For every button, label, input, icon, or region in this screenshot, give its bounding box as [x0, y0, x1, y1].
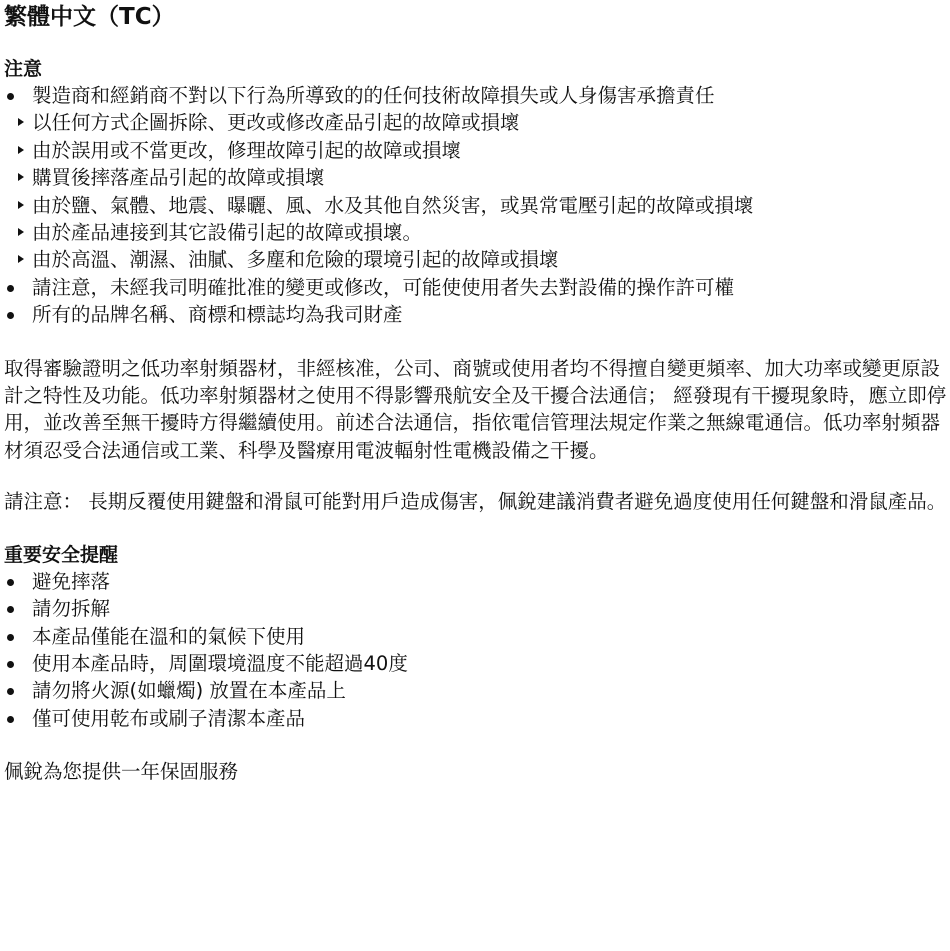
notice-subitem: 由於誤用或不當更改，修理故障引起的故障或損壞 — [4, 137, 950, 164]
notice-item: 所有的品牌名稱、商標和標誌均為我司財產 — [4, 301, 950, 328]
safety-item: 請勿拆解 — [4, 595, 950, 622]
notice-subitem: 由於鹽、氣體、地震、曝曬、風、水及其他自然災害，或異常電壓引起的故障或損壞 — [4, 192, 950, 219]
safety-item: 本產品僅能在溫和的氣候下使用 — [4, 623, 950, 650]
notice-subitem: 以任何方式企圖拆除、更改或修改產品引起的故障或損壞 — [4, 109, 950, 136]
notice-item: 請注意，未經我司明確批准的變更或修改，可能使使用者失去對設備的操作許可權 — [4, 274, 950, 301]
safety-heading: 重要安全提醒 — [4, 543, 119, 566]
notice-subitem: 購買後摔落產品引起的故障或損壞 — [4, 164, 950, 191]
safety-item: 避免摔落 — [4, 568, 950, 595]
notice-subitem: 由於產品連接到其它設備引起的故障或損壞。 — [4, 219, 950, 246]
notice-item: 製造商和經銷商不對以下行為所導致的的任何技術故障損失或人身傷害承擔責任 — [4, 82, 950, 109]
safety-item: 請勿將火源(如蠟燭) 放置在本產品上 — [4, 677, 950, 704]
usage-warning-paragraph: 請注意： 長期反覆使用鍵盤和滑鼠可能對用戶造成傷害，佩銳建議消費者避免過度使用任何鍵盤和滑鼠產品。 — [4, 490, 947, 514]
document-title: 繁體中文（TC） — [4, 4, 175, 30]
notice-list — [4, 82, 950, 329]
notice-subitem: 由於高溫、潮濕、油膩、多塵和危險的環境引起的故障或損壞 — [4, 246, 950, 273]
radio-regulation-paragraph: 取得審驗證明之低功率射頻器材，非經核准，公司、商號或使用者均不得擅自變更頻率、加大功率或變更原設計之特性及功能。低功率射頻器材之使用不得影響飛航安全及干擾合法通信； 經發現有干擾現象時，應立即停用，並改善至無干擾時方得繼續使用。前述合法通信，指依電信管理法規定作業之無線電通信。低功率射頻器材須忍受合法通信或工業、科學及醫療用電波輻射性電機設備之干擾。 — [4, 356, 947, 462]
safety-item: 使用本產品時，周圍環境溫度不能超過40度 — [4, 650, 950, 677]
notice-heading: 注意 — [4, 58, 43, 80]
warranty-text: 佩銳為您提供一年保固服務 — [4, 760, 239, 784]
safety-list — [4, 568, 950, 732]
safety-item: 僅可使用乾布或刷子清潔本產品 — [4, 705, 950, 732]
